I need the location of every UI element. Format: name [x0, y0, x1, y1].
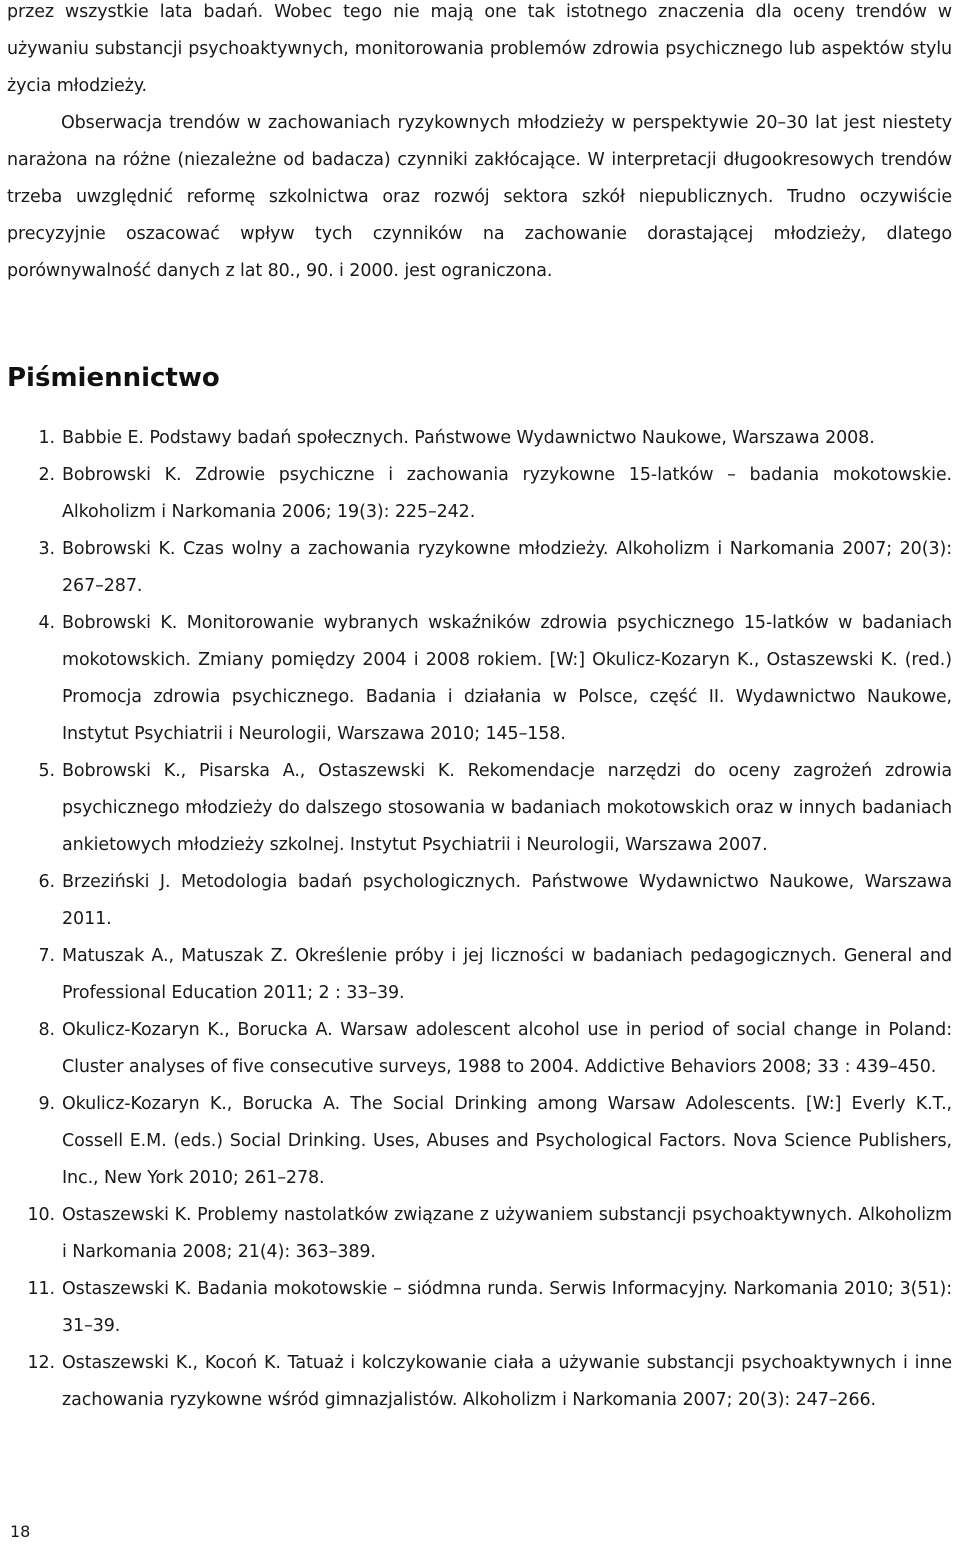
reference-number: 9. [38, 1094, 55, 1114]
reference-list [7, 420, 952, 1419]
reference-number: 7. [38, 946, 55, 966]
reference-item [7, 605, 952, 753]
page-content [7, 0, 952, 1419]
reference-item [7, 1012, 952, 1086]
reference-item [7, 753, 952, 864]
reference-number: 10. [27, 1205, 55, 1225]
reference-number: 2. [38, 465, 55, 485]
reference-text: Ostaszewski K., Kocoń K. Tatuaż i kolczykowanie ciała a używanie substancji psychoaktywnych i inne zachowania ryzykowne wśród gimnazjalistów. Alkoholizm i Narkomania 2007; 20(3): 247–266. [62, 1353, 952, 1410]
reference-text: Matuszak A., Matuszak Z. Określenie próby i jej liczności w badaniach pedagogicznych. General and Professional Education 2011; 2 : 33–39. [62, 946, 952, 1003]
body-paragraph: Obserwacja trendów w zachowaniach ryzykownych młodzieży w perspektywie 20–30 lat jest niestety narażona na różne (niezależne od badacza) czynniki zakłócające. W interpretacji długookresowych trendów trzeba uwzględnić reformę szkolnictwa oraz rozwój sektora szkół niepublicznych. Trudno oczywiście precyzyjnie oszacować wpływ tych czynników na zachowanie dorastającej młodzieży, dlatego porównywalność danych z lat 80., 90. i 2000. jest ograniczona. [7, 113, 952, 281]
reference-text: Bobrowski K. Czas wolny a zachowania ryzykowne młodzieży. Alkoholizm i Narkomania 2007; 20(3): 267–287. [62, 539, 952, 596]
reference-number: 12. [27, 1353, 55, 1373]
reference-text: Bobrowski K. Monitorowanie wybranych wskaźników zdrowia psychicznego 15-latków w badaniach mokotowskich. Zmiany pomiędzy 2004 i 2008 rokiem. [W:] Okulicz-Kozaryn K., Ostaszewski K. (red.) Promocja zdrowia psychicznego. Badania i działania w Polsce, część II. Wydawnictwo Naukowe, Instytut Psychiatrii i Neurologii, Warszawa 2010; 145–158. [62, 613, 952, 744]
reference-item [7, 457, 952, 531]
reference-text: Bobrowski K. Zdrowie psychiczne i zachowania ryzykowne 15-latków – badania mokotowskie. Alkoholizm i Narkomania 2006; 19(3): 225–242. [62, 465, 952, 522]
reference-item [7, 1197, 952, 1271]
reference-item [7, 1345, 952, 1419]
reference-item [7, 420, 952, 457]
reference-number: 1. [38, 428, 55, 448]
reference-text: Bobrowski K., Pisarska A., Ostaszewski K. Rekomendacje narzędzi do oceny zagrożeń zdrowia psychicznego młodzieży do dalszego stosowania w badaniach mokotowskich oraz w innych badaniach ankietowych młodzieży szkolnej. Instytut Psychiatrii i Neurologii, Warszawa 2007. [62, 761, 952, 855]
reference-number: 4. [38, 613, 55, 633]
reference-number: 6. [38, 872, 55, 892]
reference-text: Okulicz-Kozaryn K., Borucka A. The Social Drinking among Warsaw Adolescents. [W:] Everly K.T., Cossell E.M. (eds.) Social Drinking. Uses, Abuses and Psychological Factors. Nova Science Publishers, Inc., New York 2010; 261–278. [62, 1094, 952, 1188]
reference-number: 8. [38, 1020, 55, 1040]
reference-item [7, 1086, 952, 1197]
body-paragraph: przez wszystkie lata badań. Wobec tego nie mają one tak istotnego znaczenia dla oceny trendów w używaniu substancji psychoaktywnych, monitorowania problemów zdrowia psychicznego lub aspektów stylu życia młodzieży. [7, 2, 952, 96]
references-heading: Piśmiennictwo [7, 363, 220, 393]
reference-text: Okulicz-Kozaryn K., Borucka A. Warsaw adolescent alcohol use in period of social change in Poland: Cluster analyses of five consecutive surveys, 1988 to 2004. Addictive Behaviors 2008; 33 : 439–450. [62, 1020, 952, 1077]
reference-text: Ostaszewski K. Badania mokotowskie – siódmna runda. Serwis Informacyjny. Narkomania 2010; 3(51): 31–39. [62, 1279, 952, 1336]
reference-item [7, 531, 952, 605]
reference-text: Babbie E. Podstawy badań społecznych. Państwowe Wydawnictwo Naukowe, Warszawa 2008. [62, 428, 875, 448]
reference-number: 3. [38, 539, 55, 559]
reference-item [7, 1271, 952, 1345]
reference-number: 11. [27, 1279, 55, 1299]
reference-item [7, 938, 952, 1012]
reference-item [7, 864, 952, 938]
reference-text: Brzeziński J. Metodologia badań psychologicznych. Państwowe Wydawnictwo Naukowe, Warszawa 2011. [62, 872, 952, 929]
reference-number: 5. [38, 761, 55, 781]
reference-text: Ostaszewski K. Problemy nastolatków związane z używaniem substancji psychoaktywnych. Alkoholizm i Narkomania 2008; 21(4): 363–389. [62, 1205, 952, 1262]
page-number: 18 [10, 1522, 31, 1541]
